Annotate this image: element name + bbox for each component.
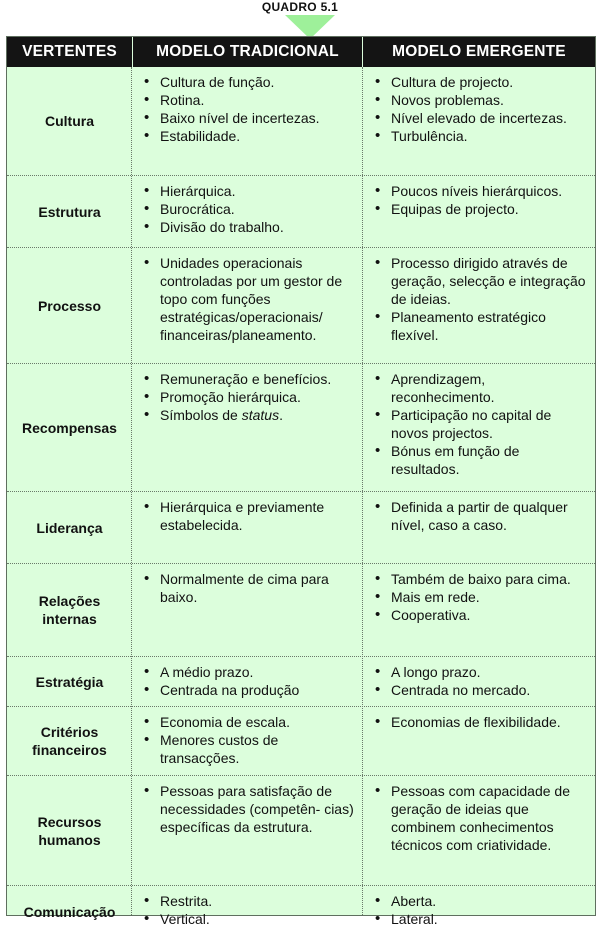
bullet-item: • Hierárquica e previamente estabelecida. — [132, 498, 362, 534]
bullet-list — [132, 182, 362, 236]
bullet-list — [363, 254, 595, 344]
bullet-list — [132, 892, 362, 928]
row-label: Recursos humanos — [37, 813, 102, 848]
emergent-cell — [363, 707, 595, 775]
comparison-table — [6, 36, 596, 927]
bullet-item: • Rotina. — [132, 91, 362, 109]
bullet-list — [363, 182, 595, 218]
traditional-cell — [132, 492, 362, 563]
table-row — [7, 564, 595, 657]
emergent-cell — [363, 564, 595, 656]
bullet-list — [363, 663, 595, 699]
bullet-list — [132, 782, 362, 836]
bullet-list — [363, 892, 595, 928]
table-row — [7, 657, 595, 707]
bullet-list — [132, 713, 362, 767]
bullet-item: • Planeamento estratégico flexível. — [363, 308, 595, 344]
bullet-item: • Também de baixo para cima. — [363, 570, 595, 588]
bullet-item: • Bónus em função de resultados. — [363, 442, 595, 478]
row-label: Cultura — [45, 113, 94, 129]
bullet-item: • Definida a partir de qualquer nível, caso a caso. — [363, 498, 595, 534]
bullet-item: • Centrada na produção — [132, 681, 362, 699]
traditional-cell — [132, 776, 362, 885]
header-vertentes: VERTENTES — [22, 43, 117, 60]
row-label: Processo — [37, 297, 102, 314]
row-label: Liderança — [36, 519, 103, 536]
bullet-list — [363, 713, 595, 731]
bullet-item: • Símbolos de status. — [132, 406, 362, 424]
table-caption: QUADRO 5.1 — [261, 0, 339, 14]
bullet-item: • Estabilidade. — [132, 127, 362, 145]
table-row — [7, 248, 595, 364]
table-row — [7, 176, 595, 248]
emergent-cell — [363, 886, 595, 938]
bullet-item: • Restrita. — [132, 892, 362, 910]
bullet-item: • Baixo nível de incertezas. — [132, 109, 362, 127]
bullet-item: • Processo dirigido através de geração, selecção e integração de ideias. — [363, 254, 595, 308]
bullet-item: • Aberta. — [363, 892, 595, 910]
row-label: Estrutura — [38, 203, 101, 220]
traditional-cell — [132, 707, 362, 775]
emergent-cell — [363, 364, 595, 491]
emergent-cell — [363, 657, 595, 706]
bullet-item: • Mais em rede. — [363, 588, 595, 606]
emergent-cell — [363, 176, 595, 247]
row-label: Relações internas — [38, 593, 101, 627]
bullet-item: • Cultura de função. — [132, 73, 362, 91]
row-label: Recompensas — [22, 419, 117, 436]
row-label: Estratégia — [35, 673, 104, 690]
table-row — [7, 776, 595, 886]
bullet-item: • A longo prazo. — [363, 663, 595, 681]
bullet-item: • Unidades operacionais controladas por um gestor de topo com funções estratégicas/operacionais/ financeiras/planeamento. — [132, 254, 362, 344]
table-row — [7, 364, 595, 492]
traditional-cell — [132, 176, 362, 247]
table-row — [7, 492, 595, 564]
bullet-list — [363, 370, 595, 478]
bullet-item: • Vertical. — [132, 910, 362, 928]
traditional-cell — [132, 248, 362, 363]
table-row — [7, 707, 595, 776]
bullet-item: • Normalmente de cima para baixo. — [132, 570, 362, 606]
bullet-item: • Nível elevado de incertezas. — [363, 109, 595, 127]
header-modelo-emergente: MODELO EMERGENTE — [392, 43, 566, 60]
bullet-item: • Poucos níveis hierárquicos. — [363, 182, 595, 200]
emergent-cell — [363, 248, 595, 363]
bullet-item: • Hierárquica. — [132, 182, 362, 200]
bullet-list — [132, 254, 362, 344]
traditional-cell — [132, 886, 362, 938]
bullet-item: • Remuneração e benefícios. — [132, 370, 362, 388]
bullet-list — [363, 782, 595, 854]
bullet-item: • Promoção hierárquica. — [132, 388, 362, 406]
bullet-list — [132, 73, 362, 145]
bullet-list — [363, 570, 595, 624]
bullet-item: • Centrada no mercado. — [363, 681, 595, 699]
bullet-item: • Cooperativa. — [363, 606, 595, 624]
bullet-item: • A médio prazo. — [132, 663, 362, 681]
traditional-cell — [132, 657, 362, 706]
table-row — [7, 886, 595, 938]
bullet-item: • Menores custos de transacções. — [132, 731, 362, 767]
bullet-item: • Equipas de projecto. — [363, 200, 595, 218]
traditional-cell — [132, 67, 362, 175]
emergent-cell — [363, 776, 595, 885]
bullet-list — [132, 570, 362, 606]
emergent-cell — [363, 67, 595, 175]
bullet-item: • Pessoas com capacidade de geração de ideias que combinem conhecimentos técnicos com criatividade. — [363, 782, 595, 854]
bullet-list — [363, 498, 595, 534]
row-label: Critérios financeiros — [32, 724, 107, 758]
bullet-item: • Economia de escala. — [132, 713, 362, 731]
bullet-list — [132, 498, 362, 534]
bullet-list — [132, 370, 362, 424]
row-label: Comunicação — [23, 904, 116, 920]
bullet-item: • Economias de flexibilidade. — [363, 713, 595, 731]
traditional-cell — [132, 564, 362, 656]
bullet-item: • Pessoas para satisfação de necessidades (competên- cias) específicas da estrutura. — [132, 782, 362, 836]
table-row — [7, 67, 595, 176]
bullet-item: • Burocrática. — [132, 200, 362, 218]
bullet-item: • Turbulência. — [363, 127, 595, 145]
bullet-list — [363, 73, 595, 145]
bullet-item: • Lateral. — [363, 910, 595, 928]
bullet-item: • Aprendizagem, reconhecimento. — [363, 370, 595, 406]
bullet-item: • Novos problemas. — [363, 91, 595, 109]
header-modelo-tradicional: MODELO TRADICIONAL — [156, 43, 339, 60]
traditional-cell — [132, 364, 362, 491]
table-header — [7, 37, 595, 67]
bullet-item: • Participação no capital de novos projectos. — [363, 406, 595, 442]
bullet-item: • Divisão do trabalho. — [132, 218, 362, 236]
emergent-cell — [363, 492, 595, 563]
bullet-item: • Cultura de projecto. — [363, 73, 595, 91]
bullet-list — [132, 663, 362, 699]
